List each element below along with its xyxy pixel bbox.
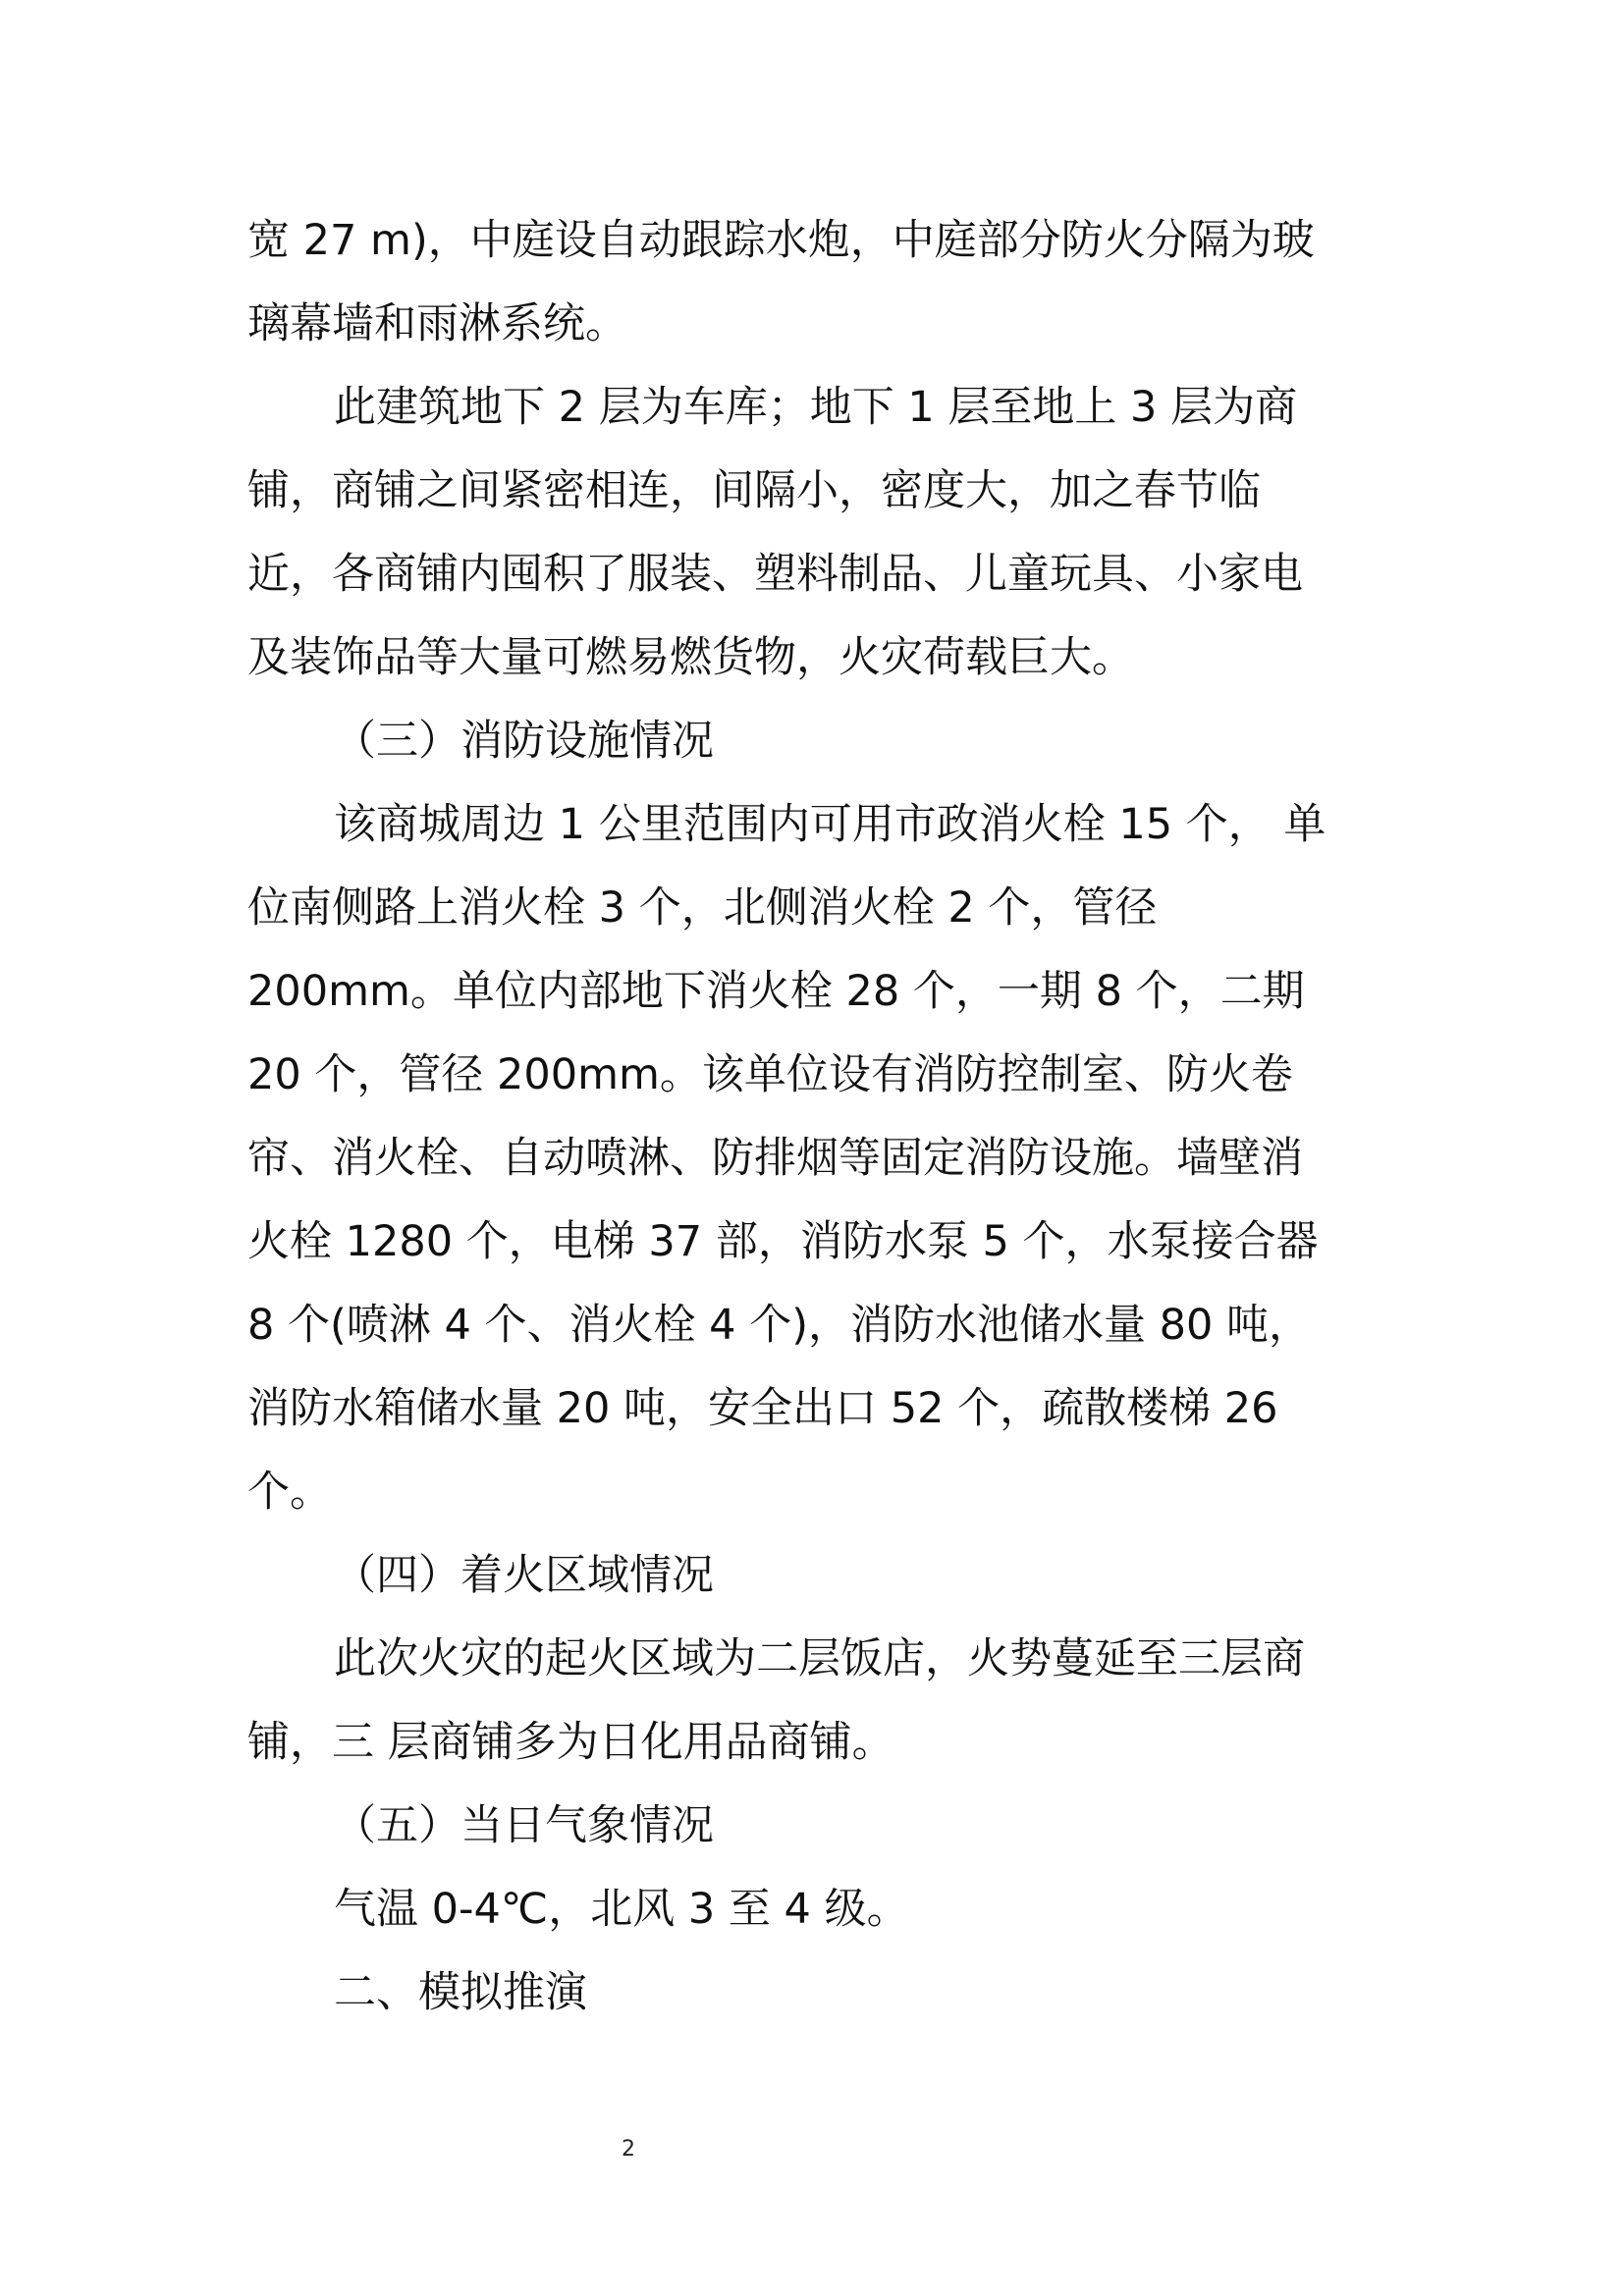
paragraph-line: 20 个，管径 200mm。该单位设有消防控制室、防火卷 (247, 1050, 1293, 1099)
paragraph-line: 宽 27 m)，中庭设自动跟踪水炮，中庭部分防火分隔为玻 (247, 216, 1315, 265)
paragraph-line: 200mm。单位内部地下消火栓 28 个，一期 8 个，二期 (247, 967, 1305, 1016)
paragraph-line: 位南侧路上消火栓 3 个，北侧消火栓 2 个，管径 (247, 883, 1158, 933)
paragraph-line: 此次火灾的起火区域为二层饭店，火势蔓延至三层商 (334, 1634, 1305, 1683)
section-heading: 二、模拟推演 (334, 1968, 587, 2017)
section-heading: （四）着火区域情况 (334, 1551, 714, 1600)
paragraph-line: 消防水箱储水量 20 吨，安全出口 52 个，疏散楼梯 26 (247, 1384, 1278, 1433)
paragraph-line: 个。 (247, 1468, 332, 1517)
paragraph-line: 8 个(喷淋 4 个、消火栓 4 个)，消防水池储水量 80 吨， (247, 1301, 1312, 1350)
paragraph-line: 帘、消火栓、自动喷淋、防排烟等固定消防设施。墙壁消 (247, 1134, 1303, 1183)
paragraph-line: 铺，商铺之间紧密相连，间隔小，密度大，加之春节临 (247, 466, 1261, 515)
paragraph-line: 及装饰品等大量可燃易燃货物，火灾荷载巨大。 (247, 633, 1134, 682)
paragraph-line: 气温 0-4℃，北风 3 至 4 级。 (334, 1885, 909, 1934)
paragraph-line: 铺，三 层商铺多为日化用品商铺。 (247, 1718, 894, 1767)
paragraph-line: 该商城周边 1 公里范围内可用市政消火栓 15 个， 单 (334, 800, 1326, 849)
section-heading: （三）消防设施情况 (334, 717, 714, 766)
paragraph-line: 火栓 1280 个，电梯 37 部，消防水泵 5 个，水泵接合器 (247, 1217, 1319, 1266)
section-heading: （五）当日气象情况 (334, 1801, 714, 1850)
paragraph-line: 璃幕墙和雨淋系统。 (247, 299, 627, 348)
page-number: 2 (622, 2137, 635, 2162)
paragraph-line: 近，各商铺内囤积了服装、塑料制品、儿童玩具、小家电 (247, 550, 1303, 599)
paragraph-line: 此建筑地下 2 层为车库；地下 1 层至地上 3 层为商 (334, 383, 1298, 432)
